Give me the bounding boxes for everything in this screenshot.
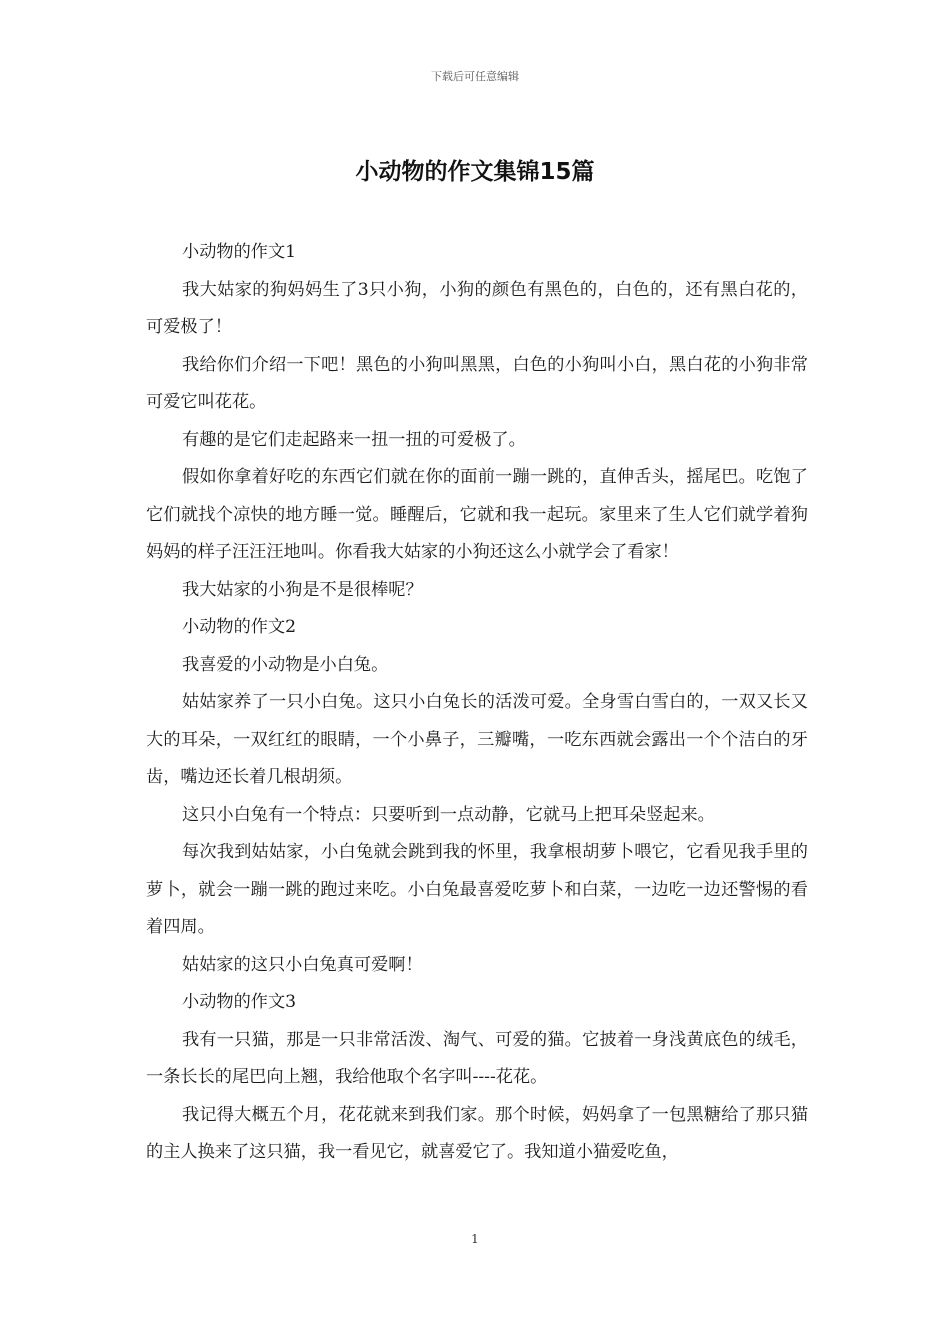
paragraph: 每次我到姑姑家，小白兔就会跳到我的怀里，我拿根胡萝卜喂它，它看见我手里的萝卜，就会一蹦一跳的跑过来吃。小白兔最喜爱吃萝卜和白菜，一边吃一边还警惕的看着四周。 [146,842,808,937]
page-number: 1 [471,1232,479,1246]
paragraph: 我大姑家的小狗是不是很棒呢？ [182,579,423,600]
paragraph: 有趣的是它们走起路来一扭一扭的可爱极了。 [182,429,526,450]
paragraph: 假如你拿着好吃的东西它们就在你的面前一蹦一跳的，直伸舌头，摇尾巴。吃饱了它们就找个凉快的地方睡一觉。睡醒后，它就和我一起玩。家里来了生人它们就学着狗妈妈的样子汪汪汪地叫。你看我大姑家的小狗还这么小就学会了看家！ [146,467,808,562]
header-note: 下载后可任意编辑 [431,70,519,83]
paragraph: 小动物的作文1 [182,242,297,262]
document-body [146,234,808,1172]
paragraph: 我有一只猫，那是一只非常活泼、淘气、可爱的猫。它披着一身浅黄底色的绒毛，一条长长的尾巴向上翘，我给他取个名字叫----花花。 [146,1029,808,1087]
paragraph: 姑姑家养了一只小白兔。这只小白兔长的活泼可爱。全身雪白雪白的，一双又长又大的耳朵，一双红红的眼睛，一个小鼻子，三瓣嘴，一吃东西就会露出一个个洁白的牙齿，嘴边还长着几根胡须。 [146,692,808,787]
paragraph: 我记得大概五个月，花花就来到我们家。那个时候，妈妈拿了一包黑糖给了那只猫的主人换来了这只猫，我一看见它，就喜爱它了。我知道小猫爱吃鱼， [146,1104,808,1162]
paragraph: 小动物的作文2 [182,617,297,637]
paragraph: 姑姑家的这只小白兔真可爱啊！ [182,954,423,975]
paragraph: 我给你们介绍一下吧！黑色的小狗叫黑黑，白色的小狗叫小白，黑白花的小狗非常可爱它叫花花。 [146,354,808,412]
paragraph: 小动物的作文3 [182,992,297,1012]
document-title: 小动物的作文集锦15篇 [355,159,595,185]
paragraph: 这只小白兔有一个特点：只要听到一点动静，它就马上把耳朵竖起来。 [182,804,715,825]
paragraph: 我喜爱的小动物是小白兔。 [182,654,389,675]
paragraph: 我大姑家的狗妈妈生了3只小狗，小狗的颜色有黑色的，白色的，还有黑白花的，可爱极了！ [146,279,808,337]
